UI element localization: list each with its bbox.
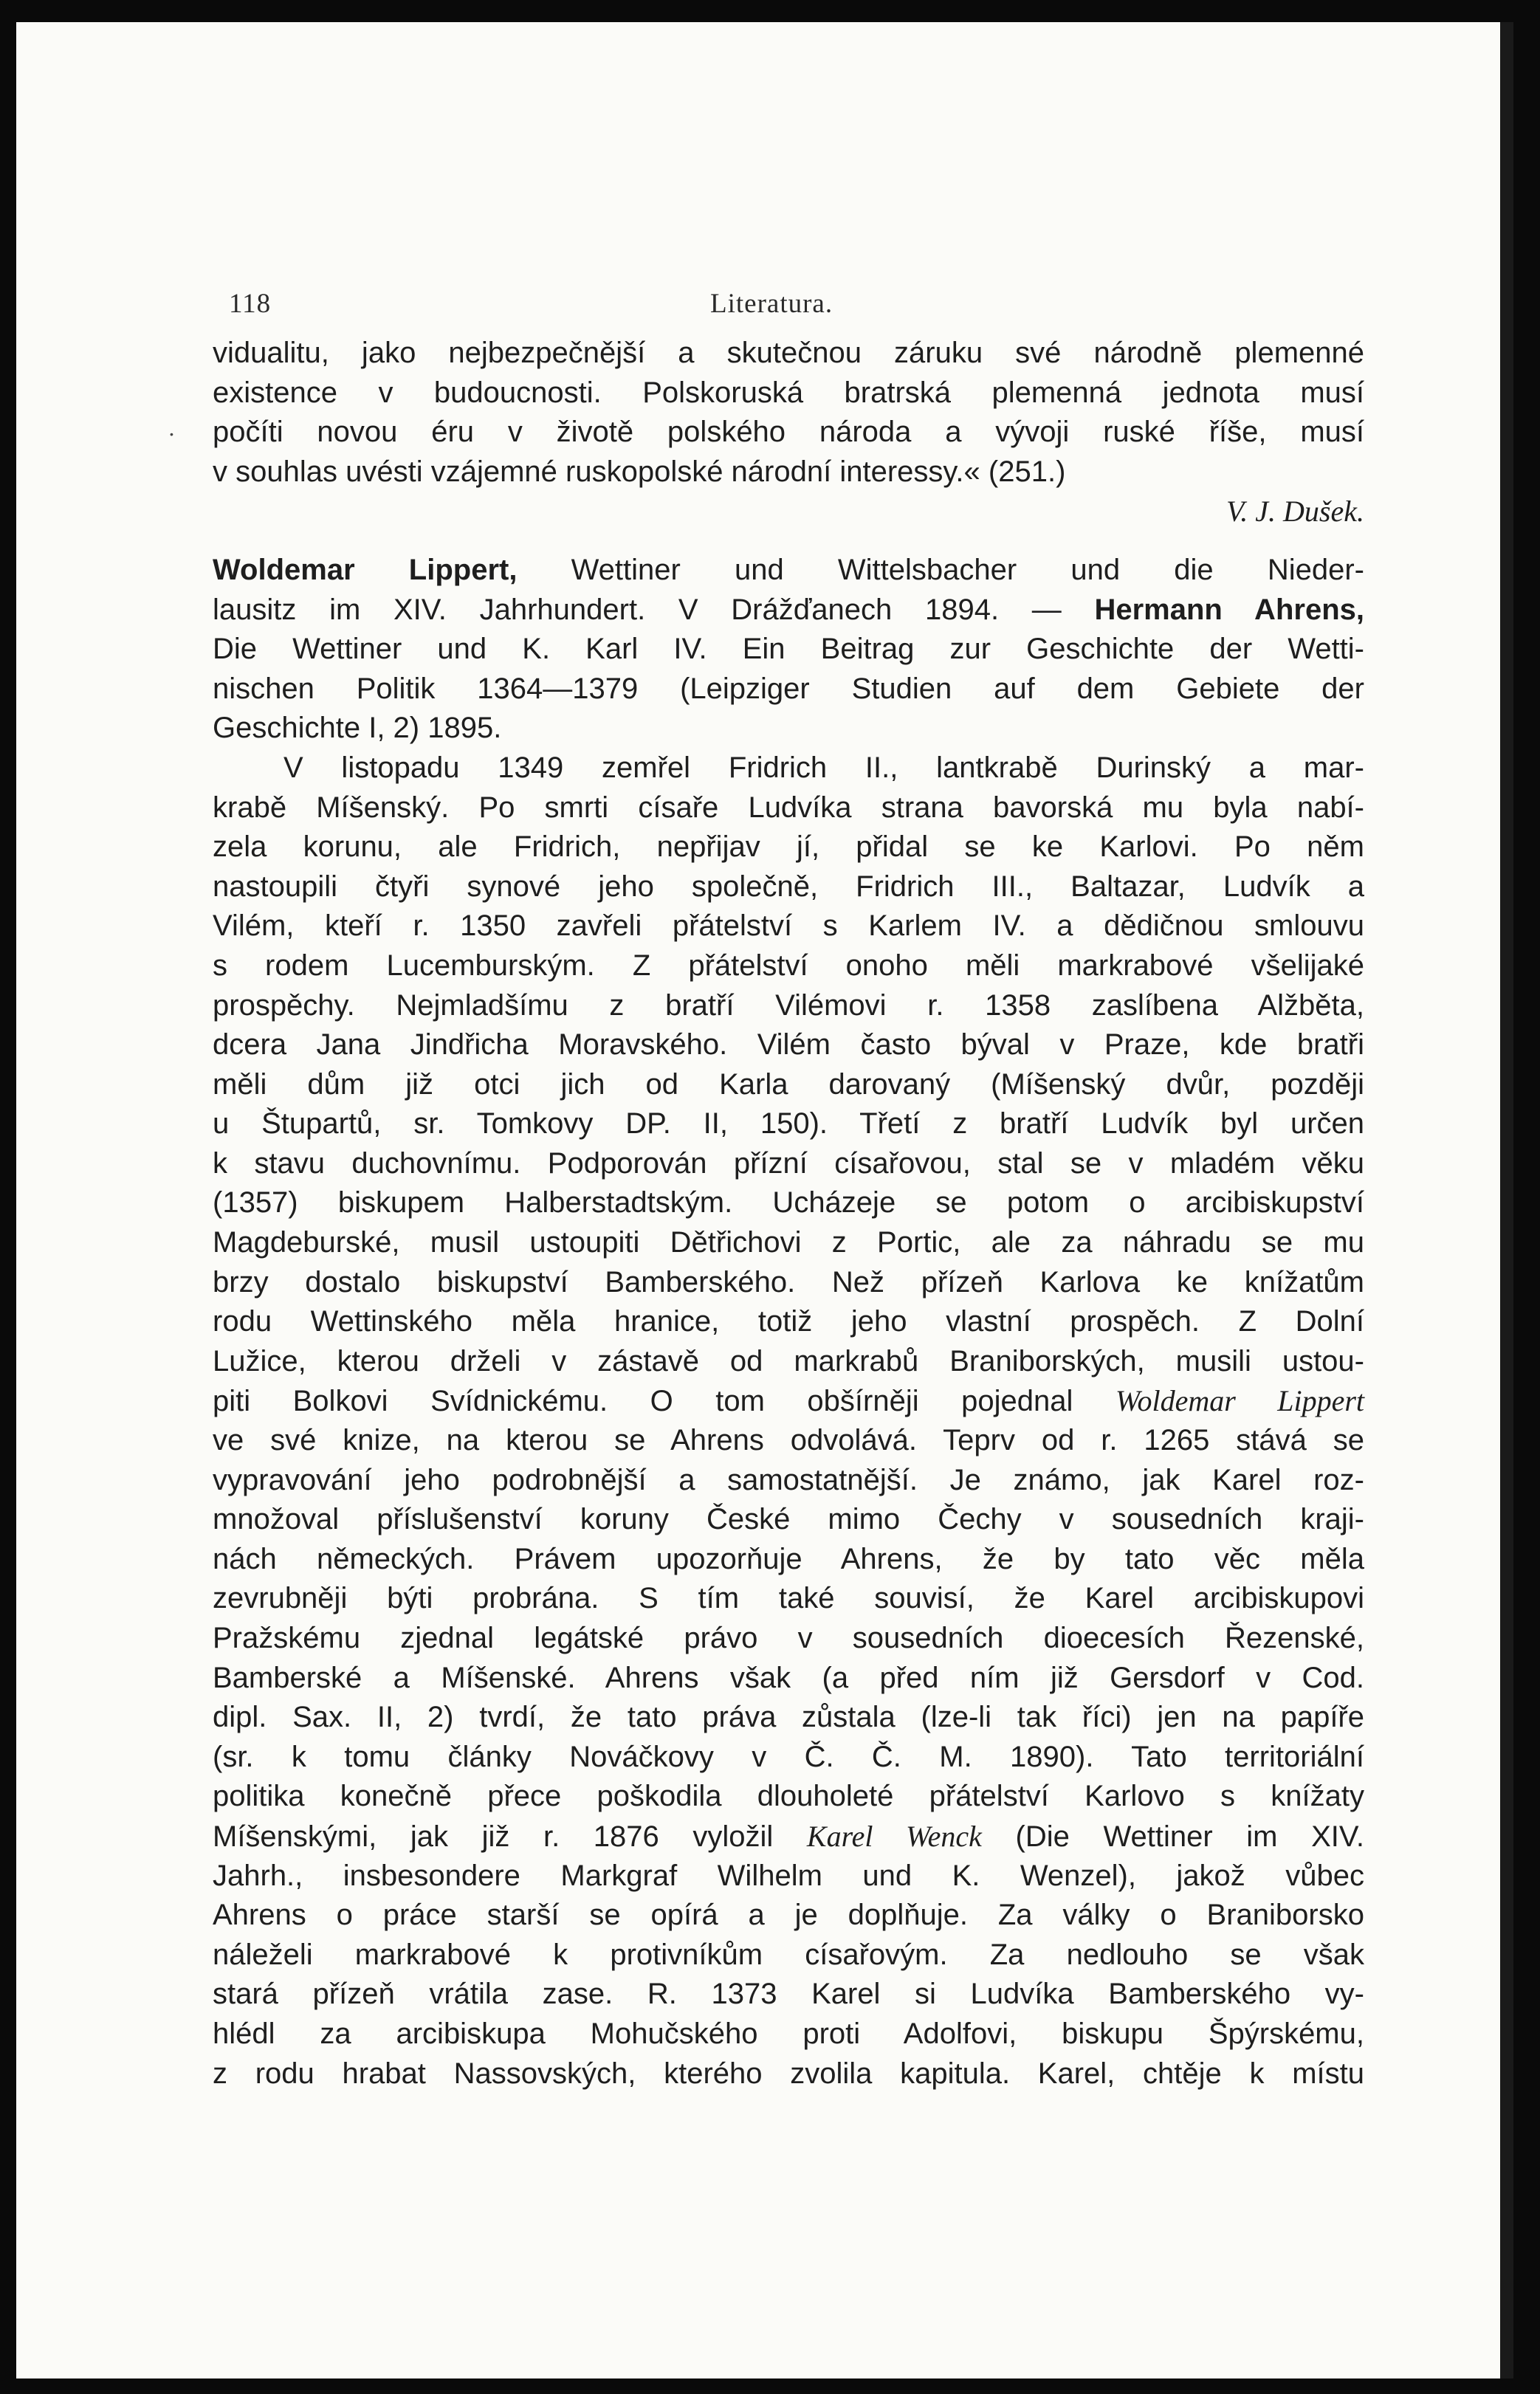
signature-text: V. J. Dušek. bbox=[1226, 495, 1364, 529]
text-line: počíti novou éru v životě polského národa a vývoji ruské říše, musí bbox=[213, 416, 1364, 449]
text-line: množoval příslušenství koruny České mimo Čechy v sousedních kraji- bbox=[213, 1503, 1364, 1536]
text-line: z rodu hrabat Nassovských, kterého zvolila kapitula. Karel, chtěje k místu bbox=[213, 2057, 1364, 2090]
italic-name: Woldemar Lippert bbox=[1115, 1384, 1364, 1418]
text-line bbox=[213, 1817, 1364, 1857]
text-line: ve své knize, na kterou se Ahrens odvolává. Teprv od r. 1265 stává se bbox=[213, 1424, 1364, 1457]
text-line: u Štupartů, sr. Tomkovy DP. II, 150). Třetí z bratří Ludvík byl určen bbox=[213, 1107, 1364, 1141]
text-line: existence v budoucnosti. Polskoruská bratrská plemenná jednota musí bbox=[213, 376, 1364, 409]
text-line: Ahrens o práce starší se opírá a je doplňuje. Za války o Braniborsko bbox=[213, 1899, 1364, 1932]
text-line: k stavu duchovnímu. Podporován přízní císařovou, stal se v mladém věku bbox=[213, 1146, 1364, 1180]
running-title: Literatura. bbox=[710, 289, 833, 319]
text-span: Wettiner und Wittelsbacher und die Nieder- bbox=[517, 553, 1364, 586]
text-line: (1357) biskupem Halberstadtským. Ucházeje se potom o arcibiskupství bbox=[213, 1186, 1364, 1220]
text-line: Vilém, kteří r. 1350 zavřeli přátelství s Karlem IV. a dědičnou smlouvu bbox=[213, 909, 1364, 943]
page-number: 118 bbox=[229, 289, 272, 319]
text-line: stará přízeň vrátila zase. R. 1373 Karel si Ludvíka Bamberského vy- bbox=[213, 1978, 1364, 2011]
text-line: V listopadu 1349 zemřel Fridrich II., lantkrabě Durinský a mar- bbox=[283, 751, 1364, 784]
text-line: krabě Míšenský. Po smrti císaře Ludvíka strana bavorská mu byla nabí- bbox=[213, 791, 1364, 824]
text-line: Die Wettiner und K. Karl IV. Ein Beitrag zur Geschichte der Wetti- bbox=[213, 633, 1364, 666]
text-line: Bamberské a Míšenské. Ahrens však (a před ním již Gersdorf v Cod. bbox=[213, 1661, 1364, 1694]
text-line: zela korunu, ale Fridrich, nepřijav jí, přidal se ke Karlovi. Po něm bbox=[213, 830, 1364, 864]
text-line: v souhlas uvésti vzájemné ruskopolské národní interessy.« (251.) bbox=[213, 455, 1066, 488]
review-signature bbox=[213, 492, 1364, 532]
text-line: dcera Jana Jindřicha Moravského. Vilém často býval v Praze, kde bratři bbox=[213, 1028, 1364, 1062]
text-line: Jahrh., insbesondere Markgraf Wilhelm und K. Wenzel), jakož vůbec bbox=[213, 1859, 1364, 1892]
body-text bbox=[213, 334, 1364, 2094]
text-span: piti Bolkovi Svídnickému. O tom obšírněji pojednal bbox=[213, 1385, 1116, 1418]
text-line: rodu Wettinského měla hranice, totiž jeho vlastní prospěch. Z Dolní bbox=[213, 1305, 1364, 1338]
text-line: Pražskému zjednal legátské právo v sousedních dioecesích Řezenské, bbox=[213, 1622, 1364, 1654]
text-span: lausitz im XIV. Jahrhundert. V Drážďanech 1894. — bbox=[213, 593, 1095, 626]
text-line: Geschichte I, 2) 1895. bbox=[213, 712, 502, 745]
text-span: Míšenskými, jak již r. 1876 vyložil bbox=[213, 1820, 807, 1853]
text-span: (Die Wettiner im XIV. bbox=[981, 1820, 1364, 1853]
paragraph-gap bbox=[213, 532, 1364, 551]
text-line: nastoupili čtyři synové jeho společně, Fridrich III., Baltazar, Ludvík a bbox=[213, 870, 1364, 903]
text-line: náleželi markrabové k protivníkům císařovým. Za nedlouho se však bbox=[213, 1938, 1364, 1971]
italic-name: Karel Wenck bbox=[806, 1819, 982, 1853]
text-line: vidualitu, jako nejbezpečnější a skutečnou záruku své národně plemenné bbox=[213, 337, 1364, 369]
text-line: politika konečně přece poškodila dlouholeté přátelství Karlovo s knížaty bbox=[213, 1780, 1364, 1813]
text-line: vypravování jeho podrobnější a samostatnější. Je známo, jak Karel roz- bbox=[213, 1463, 1364, 1496]
text-line: zevrubněji býti probrána. S tím také souvisí, že Karel arcibiskupovi bbox=[213, 1582, 1364, 1615]
text-line: Lužice, kterou drželi v zástavě od markrabů Braniborských, musili ustou- bbox=[213, 1344, 1364, 1377]
text-line bbox=[213, 591, 1364, 630]
author-lippert: Woldemar Lippert, bbox=[213, 553, 518, 586]
text-line: nischen Politik 1364—1379 (Leipziger Studien auf dem Gebiete der bbox=[213, 672, 1364, 705]
text-line: (sr. k tomu články Nováčkovy v Č. Č. M. 1890). Tato territoriální bbox=[213, 1740, 1364, 1773]
text-line: dipl. Sax. II, 2) tvrdí, že tato práva zůstala (lze-li tak říci) jen na papíře bbox=[213, 1701, 1364, 1734]
text-line bbox=[213, 551, 1364, 591]
text-line: Magdeburské, musil ustoupiti Dětřichovi z Portic, ale za náhradu se mu bbox=[213, 1226, 1364, 1259]
text-line: měli dům již otci jich od Karla darovaný (Míšenský dvůr, později bbox=[213, 1067, 1364, 1101]
author-ahrens: Hermann Ahrens, bbox=[1094, 593, 1364, 626]
text-line: s rodem Lucemburským. Z přátelství onoho měli markrabové všelijaké bbox=[213, 949, 1364, 982]
text-line: hlédl za arcibiskupa Mohučského proti Adolfovi, biskupu Špýrskému, bbox=[213, 2017, 1364, 2050]
text-line: brzy dostalo biskupství Bamberského. Než přízeň Karlova ke knížatům bbox=[213, 1265, 1364, 1299]
margin-dot: • bbox=[170, 428, 173, 440]
text-line: prospěchy. Nejmladšímu z bratří Vilémovi r. 1358 zaslíbena Alžběta, bbox=[213, 988, 1364, 1022]
text-line bbox=[213, 1381, 1364, 1421]
text-line: nách německých. Právem upozorňuje Ahrens, že by tato věc měla bbox=[213, 1542, 1364, 1575]
